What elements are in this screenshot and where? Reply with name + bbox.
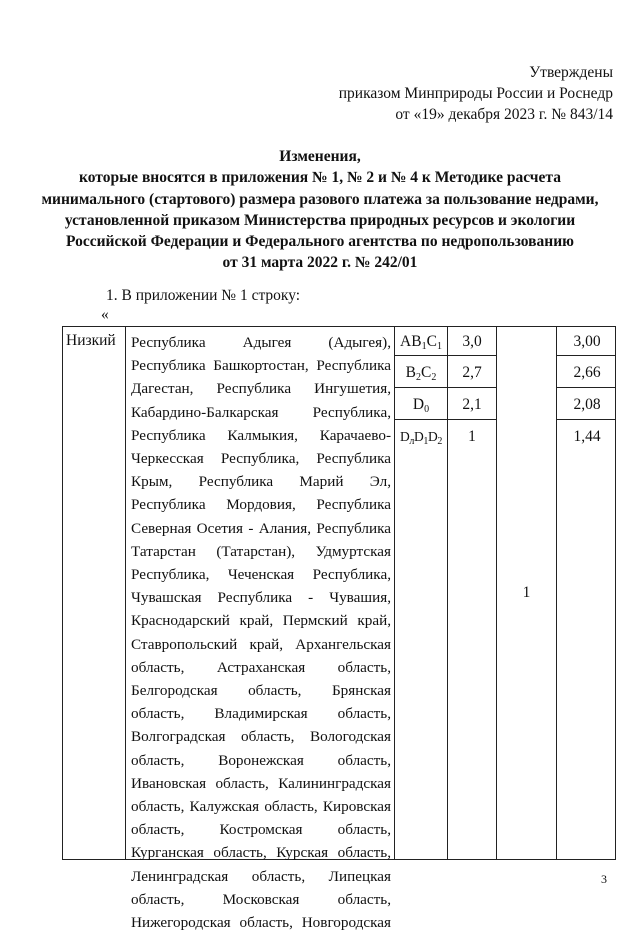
- region-line: Северная Осетия - Алания, Республика: [131, 519, 391, 537]
- category-cell: $AB_1C_1$: [400, 333, 442, 352]
- region-line: Крым, Республика Марий Эл,: [131, 473, 391, 491]
- heading-line: установленной приказом Министерства природных ресурсов и экологии: [64, 211, 576, 229]
- region-line: Черкесская Республика, Республика: [131, 450, 391, 468]
- region-line: Чувашская Республика - Чувашия,: [131, 589, 391, 607]
- region-line: область, Астраханская область,: [131, 658, 391, 676]
- region-line: область, Костромская область,: [131, 821, 391, 839]
- result-cell: 1,44: [573, 428, 601, 445]
- region-line: Дагестан, Республика Ингушетия,: [131, 380, 391, 398]
- heading-line: Изменения,: [279, 148, 361, 165]
- approval-block: [339, 62, 613, 125]
- heading-line: которые вносятся в приложения № 1, № 2 и № 4 к Методике расчета: [79, 169, 561, 187]
- result-cell: 2,66: [573, 364, 601, 381]
- region-line: Курганская область, Курская область,: [131, 844, 391, 862]
- region-line: Ленинградская область, Липецкая: [131, 867, 391, 885]
- region-line: Республика Башкортостан, Республика: [131, 357, 391, 375]
- intro-paragraph: 1. В приложении № 1 строку:: [106, 287, 301, 304]
- level-cell: Низкий: [66, 332, 116, 349]
- factor-cell: 1: [522, 584, 531, 601]
- region-line: область, Владимирская область,: [131, 705, 391, 723]
- coefficients-table: [62, 326, 616, 932]
- region-line: Кабардино-Балкарская Республика,: [131, 403, 391, 421]
- region-line: Республика Мордовия, Республика: [131, 496, 391, 514]
- document-heading: [40, 146, 600, 274]
- coefficient-cell: 1: [468, 428, 476, 445]
- region-line: область, Калужская область, Кировская: [131, 798, 391, 816]
- row-divider: [556, 355, 616, 356]
- category-cell: $D_0$: [412, 396, 430, 415]
- region-line: Ставропольский край, Архангельская: [131, 635, 391, 653]
- region-line: Татарстан (Татарстан), Удмуртская: [131, 542, 391, 560]
- region-line: Краснодарский край, Пермский край,: [131, 612, 391, 630]
- region-line: область, Московская область,: [131, 890, 391, 908]
- coefficient-cell: 2,7: [462, 364, 482, 381]
- region-line: Белгородская область, Брянская: [131, 682, 391, 700]
- region-line: Республика Адыгея (Адыгея),: [131, 334, 391, 351]
- heading-line: Российской Федерации и Федерального агентства по недропользованию: [66, 233, 574, 251]
- region-line: Республика Калмыкия, Карачаево-: [131, 426, 391, 444]
- approval-line-3: от «19» декабря 2023 г. № 843/14: [395, 106, 613, 123]
- category-cell: $D_лD_1D_2$: [400, 429, 442, 447]
- regions-list: [131, 331, 391, 934]
- result-cell: 3,00: [573, 333, 601, 350]
- category-cell: $B_2C_2$: [405, 364, 437, 383]
- heading-line: от 31 марта 2022 г. № 242/01: [222, 254, 418, 272]
- row-divider: [556, 387, 616, 388]
- column-divider: [125, 327, 126, 859]
- heading-line: минимального (стартового) размера разового платежа за пользование недрами,: [41, 190, 599, 208]
- approval-line-1: Утверждены: [529, 64, 613, 81]
- approval-line-2: приказом Минприроды России и Роснедр: [338, 85, 613, 102]
- region-line: Нижегородская область, Новгородская: [131, 914, 391, 932]
- opening-quote: «: [101, 306, 109, 323]
- coefficient-cell: 3,0: [462, 333, 482, 350]
- result-cell: 2,08: [573, 396, 601, 413]
- coefficient-cell: 2,1: [462, 396, 482, 413]
- region-line: Республика, Чеченская Республика,: [131, 566, 391, 584]
- region-line: область, Воронежская область,: [131, 751, 391, 769]
- region-line: Ивановская область, Калининградская: [131, 774, 391, 792]
- region-line: Волгоградская область, Вологодская: [131, 728, 391, 746]
- page-number: 3: [601, 872, 607, 886]
- row-divider: [556, 419, 616, 420]
